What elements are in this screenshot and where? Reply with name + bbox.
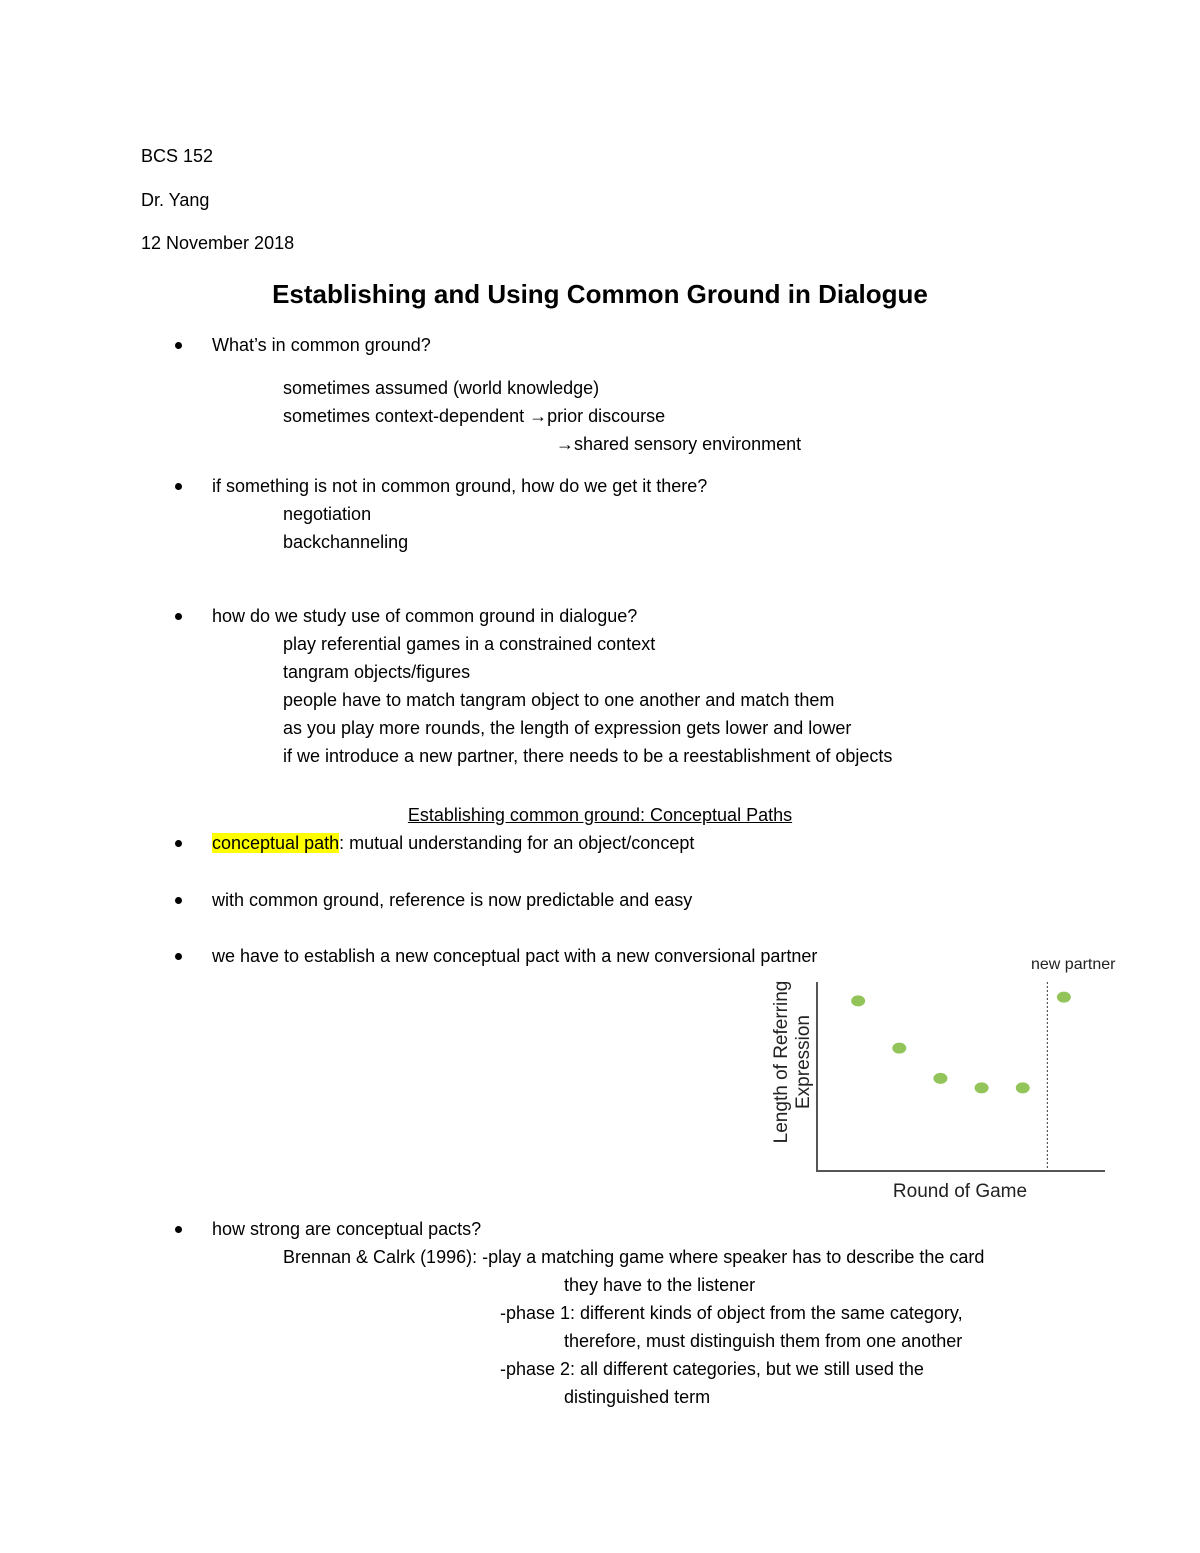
document-title: Establishing and Using Common Ground in Dialogue: [272, 279, 928, 309]
bullet-dot: [175, 483, 182, 490]
section2-bullet: if something is not in common ground, how do we get it there?: [212, 476, 708, 496]
definition-text: : mutual understanding for an object/concept: [339, 833, 695, 853]
section4-bullet2: with common ground, reference is now predictable and easy: [212, 890, 693, 910]
section5-bullet: how strong are conceptual pacts?: [212, 1219, 482, 1239]
highlighted-term: conceptual path: [212, 833, 340, 853]
data-point: [851, 995, 865, 1006]
conceptual-path-definition: [212, 832, 694, 854]
section1-line: sometimes assumed (world knowledge): [283, 378, 600, 398]
section2-line: backchanneling: [283, 532, 409, 552]
instructor-name: Dr. Yang: [141, 190, 210, 210]
chart-xlabel: Round of Game: [892, 1181, 1028, 1202]
data-point: [1016, 1082, 1030, 1093]
bullet-dot: [175, 613, 182, 620]
bullet-dot: [175, 840, 182, 847]
section3-line: if we introduce a new partner, there needs to be a reestablishment of objects: [283, 746, 893, 766]
section1-line: →shared sensory environment: [556, 434, 802, 454]
bullet-dot: [175, 953, 182, 960]
section5-line: Brennan & Calrk (1996): -play a matching game where speaker has to describe the card: [283, 1247, 985, 1267]
date: 12 November 2018: [141, 233, 295, 253]
data-point: [892, 1043, 906, 1054]
section5-line: -phase 1: different kinds of object from the same category,: [500, 1303, 963, 1323]
chart-ylabel-line2: Expression: [793, 1015, 814, 1109]
section5-line: they have to the listener: [564, 1275, 756, 1295]
chart-annotation: new partner: [1031, 956, 1116, 973]
section3-line: tangram objects/figures: [283, 662, 471, 682]
section4-bullet3: we have to establish a new conceptual pact with a new conversional partner: [212, 946, 818, 966]
section1-line: sometimes context-dependent →prior discourse: [283, 406, 666, 426]
subheading: Establishing common ground: Conceptual Paths: [407, 805, 793, 825]
data-point: [975, 1082, 989, 1093]
bullet-dot: [175, 342, 182, 349]
section3-line: play referential games in a constrained context: [283, 634, 656, 654]
bullet-dot: [175, 897, 182, 904]
section2-line: negotiation: [283, 504, 372, 524]
section3-bullet: how do we study use of common ground in dialogue?: [212, 606, 638, 626]
referring-expression-chart: [760, 950, 1130, 1210]
chart-ylabel-line1: Length of Referring: [771, 980, 792, 1144]
section5-line: therefore, must distinguish them from one another: [564, 1331, 963, 1351]
data-point: [933, 1073, 947, 1084]
bullet-dot: [175, 1226, 182, 1233]
course-code: BCS 152: [141, 146, 214, 166]
section5-line: distinguished term: [564, 1387, 711, 1407]
section3-line: as you play more rounds, the length of expression gets lower and lower: [283, 718, 852, 738]
section3-line: people have to match tangram object to one another and match them: [283, 690, 835, 710]
data-point: [1057, 992, 1071, 1003]
section5-line: -phase 2: all different categories, but we still used the: [500, 1359, 924, 1379]
section1-bullet: What’s in common ground?: [212, 335, 431, 355]
